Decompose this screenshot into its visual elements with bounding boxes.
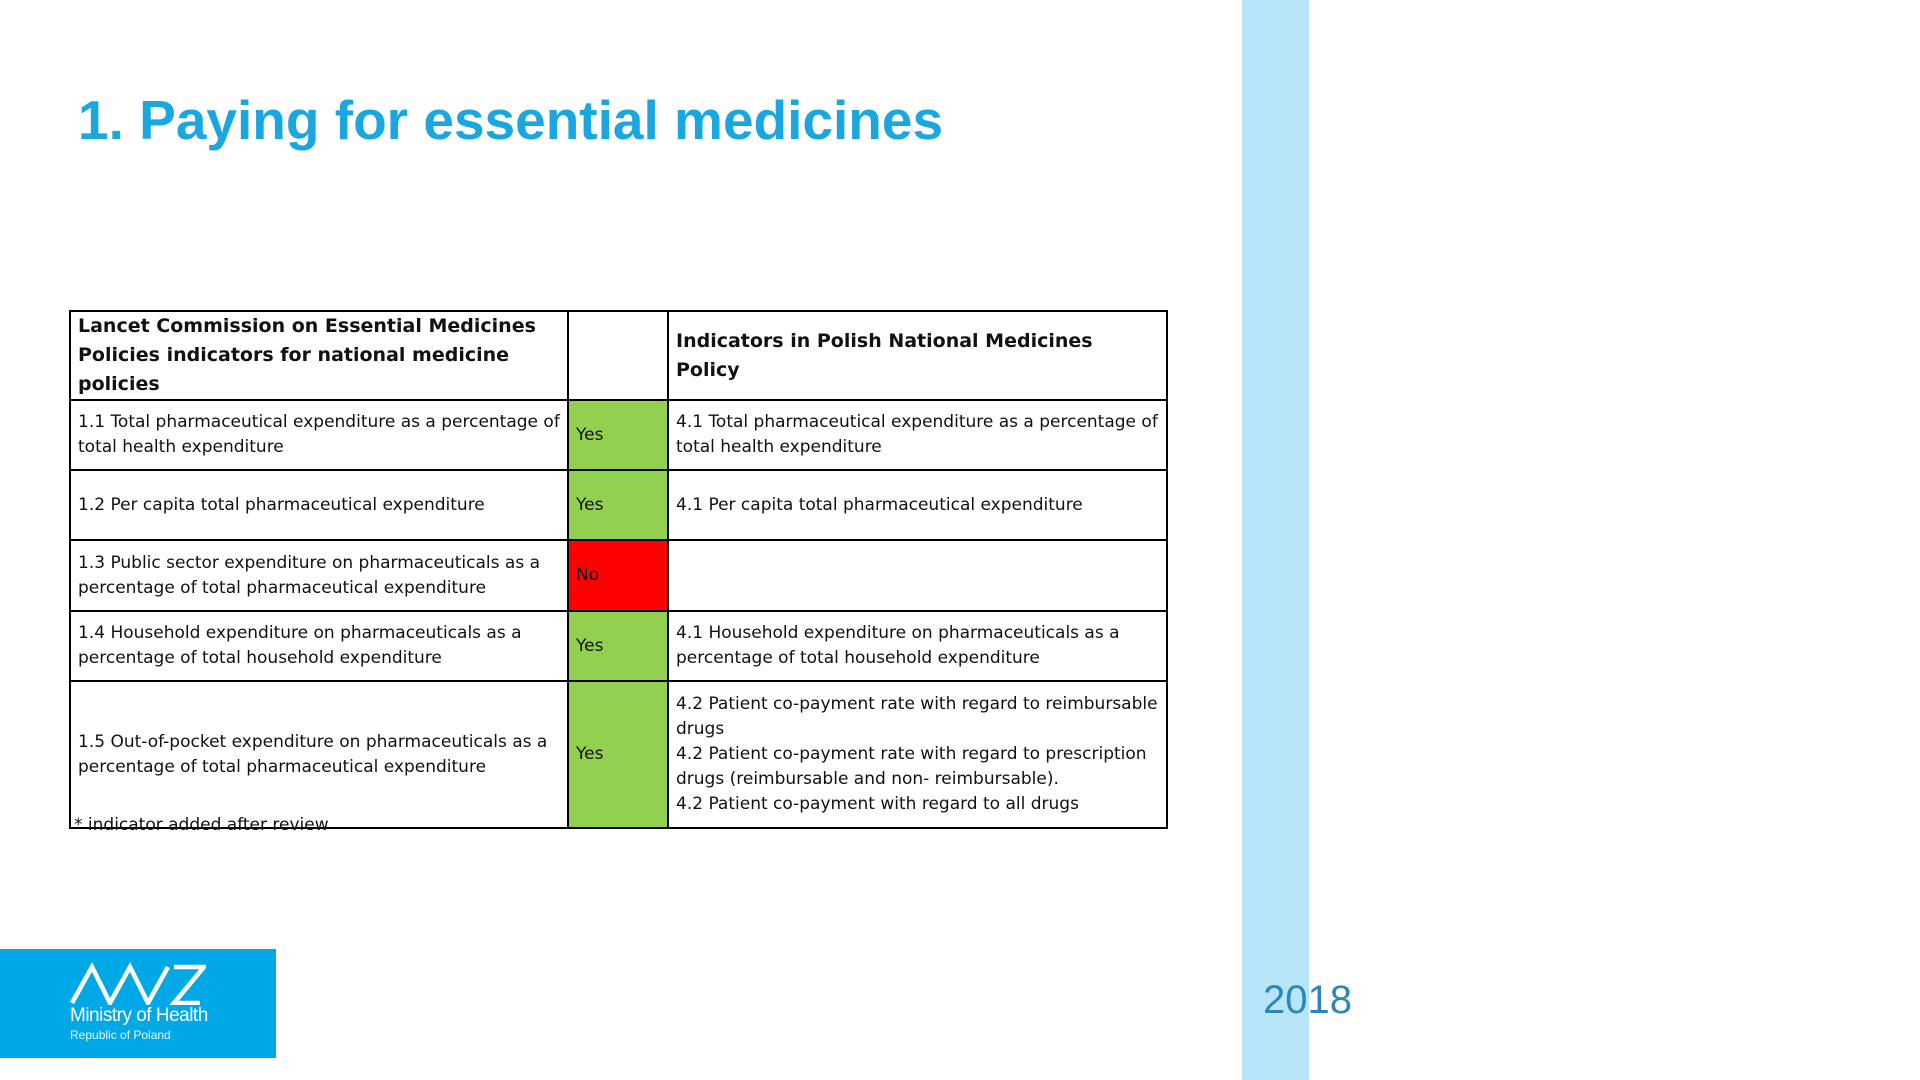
ministry-logo: [0, 949, 276, 1058]
polish-indicator-cell: 4.2 Patient co-payment rate with regard to reimbursable drugs 4.2 Patient co-payment rate with regard to prescription drugs (reimbursable and non- reimbursable). 4.2 Patient co-payment with regard to all drugs: [668, 681, 1167, 828]
lancet-indicator-cell: 1.2 Per capita total pharmaceutical expenditure: [70, 470, 568, 540]
footnote: * indicator added after review: [74, 815, 329, 835]
side-accent-band: [1242, 0, 1309, 1080]
lancet-indicator-cell: 1.3 Public sector expenditure on pharmaceuticals as a percentage of total pharmaceutical expenditure: [70, 540, 568, 611]
table-row: [70, 400, 1167, 470]
polish-indicator-cell: 4.1 Per capita total pharmaceutical expenditure: [668, 470, 1167, 540]
year-label: 2018: [1263, 978, 1352, 1022]
lancet-indicator-cell: 1.1 Total pharmaceutical expenditure as a percentage of total health expenditure: [70, 400, 568, 470]
table-row: [70, 611, 1167, 681]
polish-indicator-cell: [668, 540, 1167, 611]
page-title: 1. Paying for essential medicines: [78, 89, 944, 151]
polish-indicator-cell: 4.1 Household expenditure on pharmaceuticals as a percentage of total household expenditure: [668, 611, 1167, 681]
indicators-table: [69, 310, 1168, 829]
header-lancet: Lancet Commission on Essential Medicines Policies indicators for national medicine policies: [70, 311, 568, 400]
status-badge: No: [568, 540, 668, 611]
polish-indicator-cell: 4.1 Total pharmaceutical expenditure as a percentage of total health expenditure: [668, 400, 1167, 470]
table-row: [70, 470, 1167, 540]
table-header-row: [70, 311, 1167, 400]
mz-zigzag-logo-icon: [70, 961, 206, 1005]
lancet-indicator-cell: 1.5 Out-of-pocket expenditure on pharmaceuticals as a percentage of total pharmaceutical expenditure: [70, 681, 568, 828]
status-badge: Yes: [568, 400, 668, 470]
status-badge: Yes: [568, 470, 668, 540]
logo-ministry-text: Ministry of Health: [70, 1005, 208, 1026]
lancet-indicator-cell: 1.4 Household expenditure on pharmaceuticals as a percentage of total household expenditure: [70, 611, 568, 681]
status-badge: Yes: [568, 681, 668, 828]
table-row: [70, 681, 1167, 828]
header-status: [568, 311, 668, 400]
logo-country-text: Republic of Poland: [70, 1028, 171, 1042]
header-polish: Indicators in Polish National Medicines Policy: [668, 311, 1167, 400]
status-badge: Yes: [568, 611, 668, 681]
table-row: [70, 540, 1167, 611]
